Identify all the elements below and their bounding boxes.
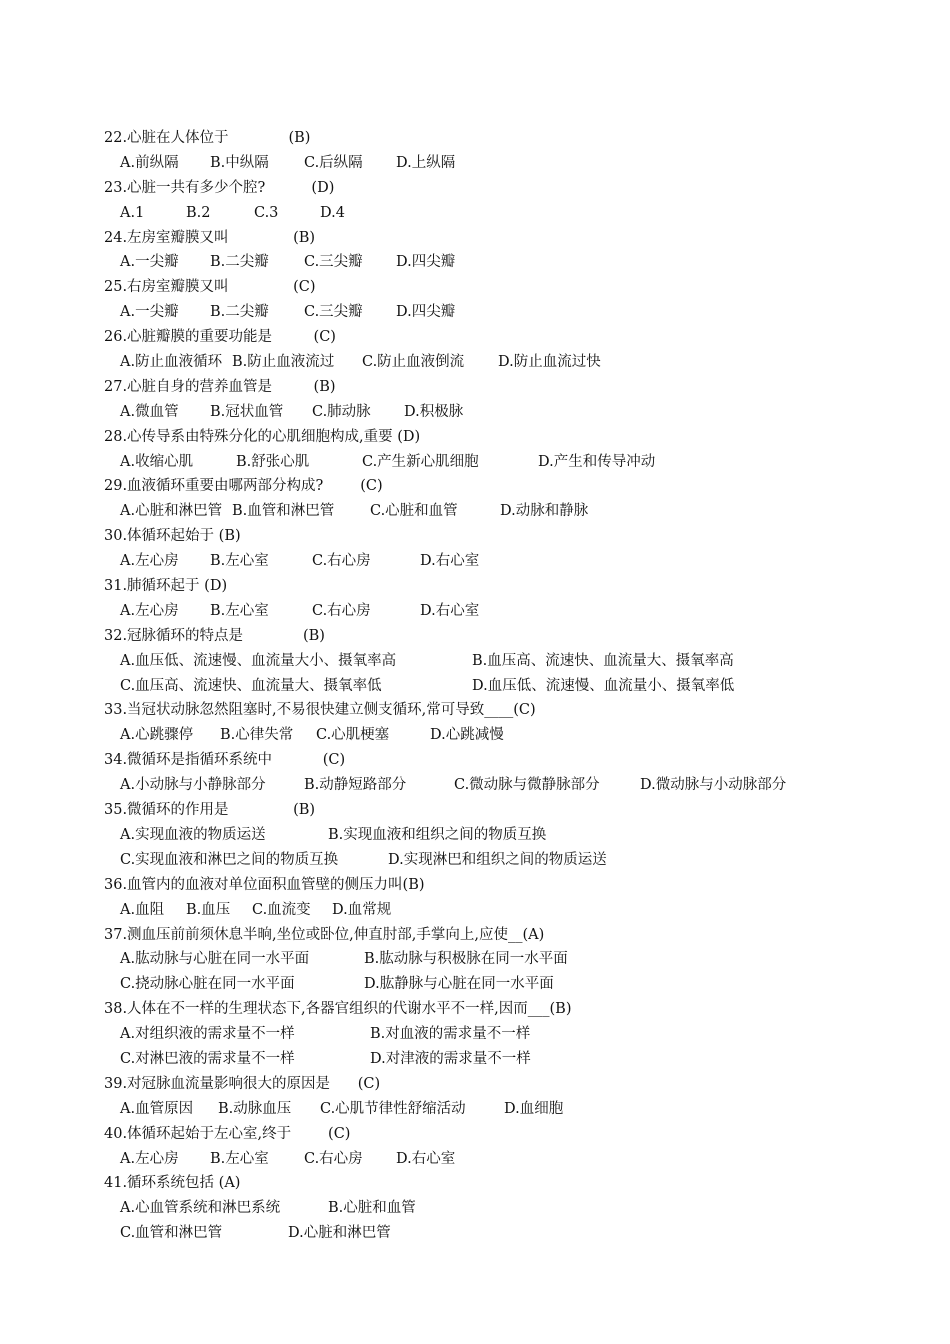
answer-option: B.二尖瓣: [210, 254, 269, 271]
answer-option: B.左心室: [210, 553, 269, 570]
question-stem: 37.测血压前前须休息半晌,坐位或卧位,伸直肘部,手掌向上,应使__(A): [104, 926, 545, 943]
answer-option: C.心肌梗塞: [316, 727, 390, 744]
option-row: [104, 1196, 924, 1221]
question-stem: 41.循环系统包括 (A): [104, 1175, 241, 1192]
option-row: [104, 201, 924, 226]
answer-option: D.右心室: [396, 1150, 456, 1167]
question-stem: 27.心脏自身的营养血管是 (B): [104, 378, 336, 395]
answer-option: C.后纵隔: [304, 154, 363, 171]
answer-option: B.心脏和血管: [328, 1200, 416, 1217]
option-row: [104, 450, 924, 475]
answer-option: C.实现血液和淋巴之间的物质互换: [120, 851, 339, 868]
answer-option: D.心跳减慢: [430, 727, 504, 744]
answer-option: D.心脏和淋巴管: [288, 1225, 391, 1242]
answer-option: A.肱动脉与心脏在同一水平面: [120, 951, 310, 968]
question-stem: 23.心脏一共有多少个腔? (D): [104, 179, 335, 196]
answer-option: C.心肌节律性舒缩活动: [320, 1100, 466, 1117]
option-row: [104, 674, 924, 699]
answer-option: B.血压高、流速快、血流量大、摄氧率高: [472, 652, 734, 669]
option-row: [104, 898, 924, 923]
option-row: [104, 1221, 924, 1246]
option-row: [104, 1022, 924, 1047]
question-stem: 28.心传导系由特殊分化的心肌细胞构成,重要 (D): [104, 428, 421, 445]
answer-option: B.中纵隔: [210, 154, 269, 171]
answer-option: D.右心室: [420, 602, 480, 619]
option-row: [104, 972, 924, 997]
answer-option: D.对津液的需求量不一样: [370, 1050, 531, 1067]
answer-option: D.四尖瓣: [396, 304, 456, 321]
question-stem: 40.体循环起始于左心室,终于 (C): [104, 1125, 351, 1142]
answer-option: D.肱静脉与心脏在同一水平面: [364, 976, 554, 993]
answer-option: B.动静短路部分: [304, 777, 407, 794]
question-stem: 31.肺循环起于 (D): [104, 578, 228, 595]
question-stem: 25.右房室瓣膜又叫 (C): [104, 279, 316, 296]
answer-option: D.血常规: [332, 901, 392, 918]
answer-option: C.三尖瓣: [304, 254, 363, 271]
answer-option: D.右心室: [420, 553, 480, 570]
question-stem: 35.微循环的作用是 (B): [104, 802, 316, 819]
answer-option: A.前纵隔: [120, 154, 179, 171]
question-stem: 22.心脏在人体位于 (B): [104, 130, 311, 146]
option-row: [104, 947, 924, 972]
answer-option: B.血管和淋巴管: [232, 503, 335, 520]
answer-option: D.四尖瓣: [396, 254, 456, 271]
answer-option: C.右心房: [312, 553, 371, 570]
answer-option: A.左心房: [120, 602, 179, 619]
question-stem: 34.微循环是指循环系统中 (C): [104, 752, 346, 769]
answer-option: A.血阻: [120, 901, 165, 918]
answer-option: A.收缩心肌: [120, 453, 194, 470]
answer-option: D.血压低、流速慢、血流量小、摄氧率低: [472, 677, 735, 694]
answer-option: A.血压低、流速慢、血流量大小、摄氧率高: [120, 652, 397, 669]
option-row: [104, 549, 924, 574]
answer-option: A.小动脉与小静脉部分: [120, 777, 266, 794]
answer-option: D.产生和传导冲动: [538, 453, 656, 470]
answer-option: C.肺动脉: [312, 403, 371, 420]
answer-option: A.实现血液的物质运送: [120, 826, 266, 843]
answer-option: C.右心房: [312, 602, 371, 619]
answer-option: A.左心房: [120, 553, 179, 570]
answer-option: C.血管和淋巴管: [120, 1225, 223, 1242]
option-row: [104, 1047, 924, 1072]
answer-option: B.左心室: [210, 602, 269, 619]
answer-option: C.防止血液倒流: [362, 354, 465, 371]
answer-option: A.对组织液的需求量不一样: [120, 1026, 295, 1043]
answer-option: D.积极脉: [404, 403, 464, 420]
option-row: [104, 1097, 924, 1122]
answer-option: A.1: [120, 204, 145, 221]
answer-option: A.心血管系统和淋巴系统: [120, 1200, 281, 1217]
question-stem: 39.对冠脉血流量影响很大的原因是 (C): [104, 1075, 381, 1092]
answer-option: D.实现淋巴和组织之间的物质运送: [388, 851, 607, 868]
answer-option: C.三尖瓣: [304, 304, 363, 321]
question-stem: 30.体循环起始于 (B): [104, 528, 241, 545]
answer-option: C.血流变: [252, 901, 311, 918]
answer-option: B.2: [186, 204, 211, 221]
answer-option: C.挠动脉心脏在同一水平面: [120, 976, 295, 993]
answer-option: C.3: [254, 204, 279, 221]
option-row: [104, 400, 924, 425]
option-row: [104, 499, 924, 524]
answer-option: A.防止血液循环: [120, 354, 223, 371]
answer-option: C.心脏和血管: [370, 503, 458, 520]
option-row: [104, 1147, 924, 1172]
question-stem: 26.心脏瓣膜的重要功能是 (C): [104, 329, 336, 346]
answer-option: A.血管原因: [120, 1100, 194, 1117]
answer-option: A.一尖瓣: [120, 304, 179, 321]
answer-option: D.上纵隔: [396, 154, 456, 171]
answer-option: B.实现血液和组织之间的物质互换: [328, 826, 547, 843]
option-row: [104, 350, 924, 375]
answer-option: D.4: [320, 204, 345, 221]
answer-option: D.微动脉与小动脉部分: [640, 777, 787, 794]
answer-option: A.微血管: [120, 403, 179, 420]
answer-option: A.左心房: [120, 1150, 179, 1167]
answer-option: D.动脉和静脉: [500, 503, 589, 520]
option-row: [104, 649, 924, 674]
answer-option: B.血压: [186, 901, 231, 918]
option-row: [104, 250, 924, 275]
question-stem: 29.血液循环重要由哪两部分构成? (C): [104, 478, 383, 495]
answer-option: A.心跳骤停: [120, 727, 194, 744]
answer-option: C.产生新心肌细胞: [362, 453, 479, 470]
option-row: [104, 151, 924, 176]
answer-option: B.左心室: [210, 1150, 269, 1167]
question-stem: 38.人体在不一样的生理状态下,各器官组织的代谢水平不一样,因而___(B): [104, 1001, 572, 1018]
option-row: [104, 823, 924, 848]
answer-option: C.右心房: [304, 1150, 363, 1167]
answer-option: C.血压高、流速快、血流量大、摄氧率低: [120, 677, 382, 694]
answer-option: B.防止血液流过: [232, 354, 335, 371]
answer-option: B.肱动脉与积极脉在同一水平面: [364, 951, 568, 968]
question-stem: 33.当冠状动脉忽然阻塞时,不易很快建立侧支循环,常可导致____(C): [104, 702, 536, 719]
answer-option: B.心律失常: [220, 727, 294, 744]
answer-option: D.血细胞: [504, 1100, 564, 1117]
answer-option: B.二尖瓣: [210, 304, 269, 321]
answer-option: B.动脉血压: [218, 1100, 292, 1117]
answer-option: B.冠状血管: [210, 403, 284, 420]
answer-option: B.舒张心肌: [236, 453, 310, 470]
option-row: [104, 599, 924, 624]
option-row: [104, 300, 924, 325]
answer-option: A.心脏和淋巴管: [120, 503, 223, 520]
answer-option: D.防止血流过快: [498, 354, 601, 371]
question-stem: 24.左房室瓣膜又叫 (B): [104, 229, 316, 246]
answer-option: C.对淋巴液的需求量不一样: [120, 1050, 295, 1067]
option-row: [104, 723, 924, 748]
answer-option: C.微动脉与微静脉部分: [454, 777, 600, 794]
question-stem: 36.血管内的血液对单位面积血管壁的侧压力叫(B): [104, 876, 425, 893]
answer-option: A.一尖瓣: [120, 254, 179, 271]
option-row: [104, 848, 924, 873]
document-body: [104, 126, 924, 1246]
option-row: [104, 773, 924, 798]
question-stem: 32.冠脉循环的特点是 (B): [104, 627, 325, 644]
answer-option: B.对血液的需求量不一样: [370, 1026, 531, 1043]
